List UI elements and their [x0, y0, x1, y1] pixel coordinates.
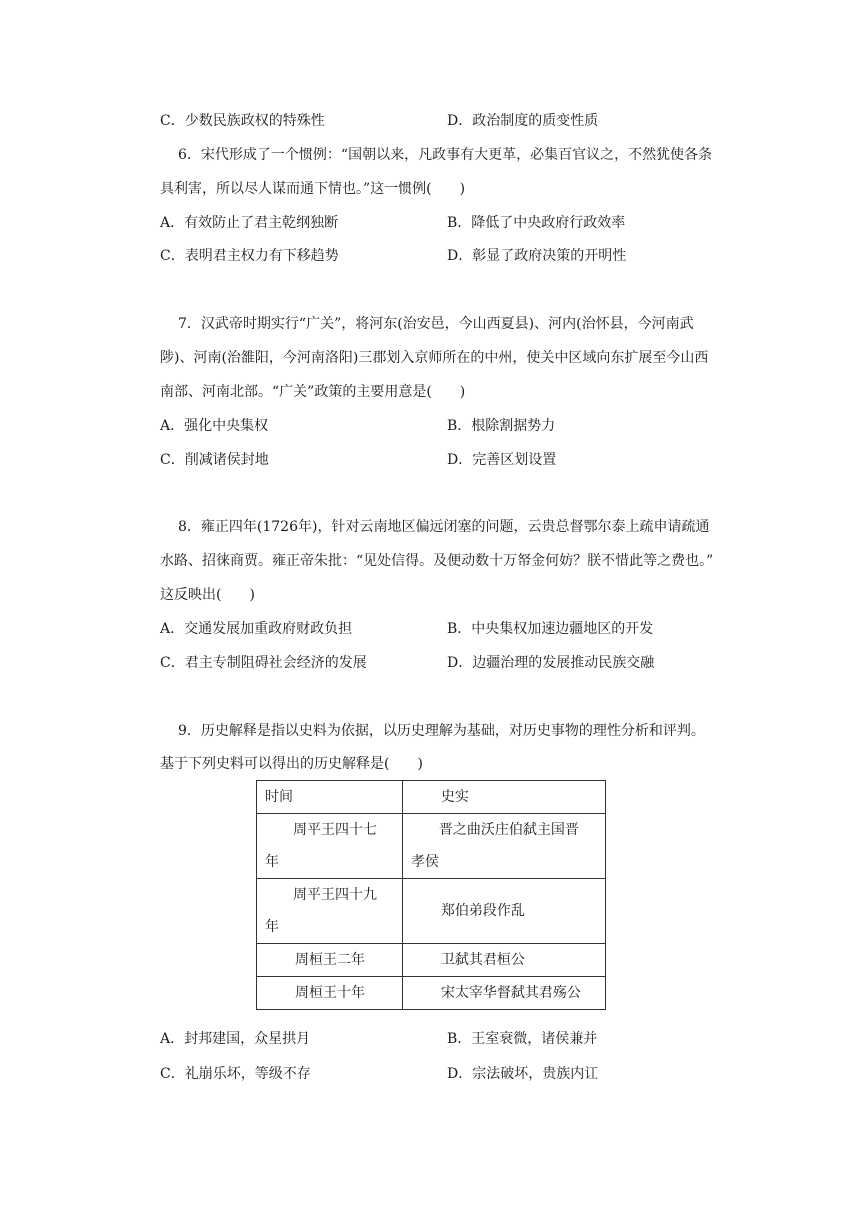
table-cell-time: [257, 814, 403, 879]
q8-option-c[interactable]: C．君主专制阻碍社会经济的发展: [160, 655, 367, 671]
q9-stem-line1: 9．历史解释是指以史料为依据，以历史理解为基础，对历史事物的理性分析和评判。: [178, 723, 705, 739]
table-row: [257, 814, 606, 879]
q7-stem-line2: 陟)、河南(治雒阳，今河南洛阳)三郡划入京师所在的中州，使关中区域向东扩展至今山西: [160, 350, 709, 366]
time-line: 周平王四十九: [293, 887, 377, 903]
q7-stem-line1: 7．汉武帝时期实行“广关”，将河东(治安邑，今山西夏县)、河内(治怀县，今河南武: [178, 316, 694, 332]
q6-option-b[interactable]: B．降低了中央政府行政效率: [447, 215, 626, 231]
q9-stem-line2: 基于下列史料可以得出的历史解释是( ): [160, 756, 423, 772]
q6-option-c[interactable]: C．表明君主权力有下移趋势: [160, 248, 339, 264]
q7-option-a[interactable]: A．强化中央集权: [160, 418, 269, 434]
table-cell-fact: [402, 977, 605, 1010]
q6-option-a[interactable]: A．有效防止了君主乾纲独断: [160, 215, 339, 231]
q9-option-c[interactable]: C．礼崩乐坏，等级不存: [160, 1066, 311, 1082]
time-line: 周桓王二年: [295, 952, 365, 968]
q8-stem-line3: 这反映出( ): [160, 587, 255, 603]
fact-line: 宋太宰华督弑其君殇公: [440, 985, 581, 1001]
table-cell-time: [257, 879, 403, 944]
time-line: 周桓王十年: [295, 985, 365, 1001]
table-header-time: 时间: [257, 781, 403, 814]
fact-line: 晋之曲沃庄伯弑主国晋: [438, 822, 579, 838]
q6-stem-line1: 6．宋代形成了一个惯例：“国朝以来，凡政事有大更革，必集百官议之，不然犹使各条: [178, 147, 713, 163]
history-facts-table: [256, 780, 606, 1010]
q9-option-b[interactable]: B．王室衰微，诸侯兼并: [447, 1031, 598, 1047]
q9-option-d[interactable]: D．宗法破坏，贵族内讧: [447, 1066, 599, 1082]
q5-option-c[interactable]: C．少数民族政权的特殊性: [160, 113, 325, 129]
time-line: 周平王四十七: [293, 822, 377, 838]
table-header-fact: 史实: [402, 781, 605, 814]
table-row: [257, 879, 606, 944]
table-cell-fact: [402, 944, 605, 977]
q8-stem-line2: 水路、招徕商贾。雍正帝朱批：“见处信得。及便动数十万帑金何妨？朕不惜此等之费也。”: [160, 553, 714, 569]
q7-option-b[interactable]: B．根除割据势力: [447, 418, 556, 434]
q5-option-d[interactable]: D．政治制度的质变性质: [447, 113, 599, 129]
q7-option-c[interactable]: C．削减诸侯封地: [160, 452, 269, 468]
q9-option-a[interactable]: A．封邦建国，众星拱月: [160, 1031, 311, 1047]
q8-option-a[interactable]: A．交通发展加重政府财政负担: [160, 621, 353, 637]
q8-option-d[interactable]: D．边疆治理的发展推动民族交融: [447, 655, 655, 671]
table-cell-time: [257, 977, 403, 1010]
table-cell-fact: [402, 814, 605, 879]
q7-stem-line3: 南部、河南北部。“广关”政策的主要用意是( ): [160, 384, 466, 400]
table-cell-fact: [402, 879, 605, 944]
q6-option-d[interactable]: D．彰显了政府决策的开明性: [447, 248, 627, 264]
q7-option-d[interactable]: D．完善区划设置: [447, 452, 557, 468]
fact-line: 卫弑其君桓公: [440, 952, 525, 968]
table-cell-time: [257, 944, 403, 977]
time-line: 年: [265, 854, 279, 870]
table-header-row: [257, 781, 606, 814]
table-row: [257, 944, 606, 977]
table-row: [257, 977, 606, 1010]
fact-line: 郑伯弟段作乱: [440, 903, 525, 919]
q8-option-b[interactable]: B．中央集权加速边疆地区的开发: [447, 621, 654, 637]
q6-stem-line2: 具利害，所以尽人谋而通下情也。”这一惯例( ): [160, 181, 466, 197]
time-line: 年: [265, 919, 279, 935]
fact-line: 孝侯: [410, 854, 439, 870]
q8-stem-line1: 8．雍正四年(1726年)，针对云南地区偏远闭塞的问题，云贵总督鄂尔泰上疏申请疏通: [178, 519, 710, 535]
